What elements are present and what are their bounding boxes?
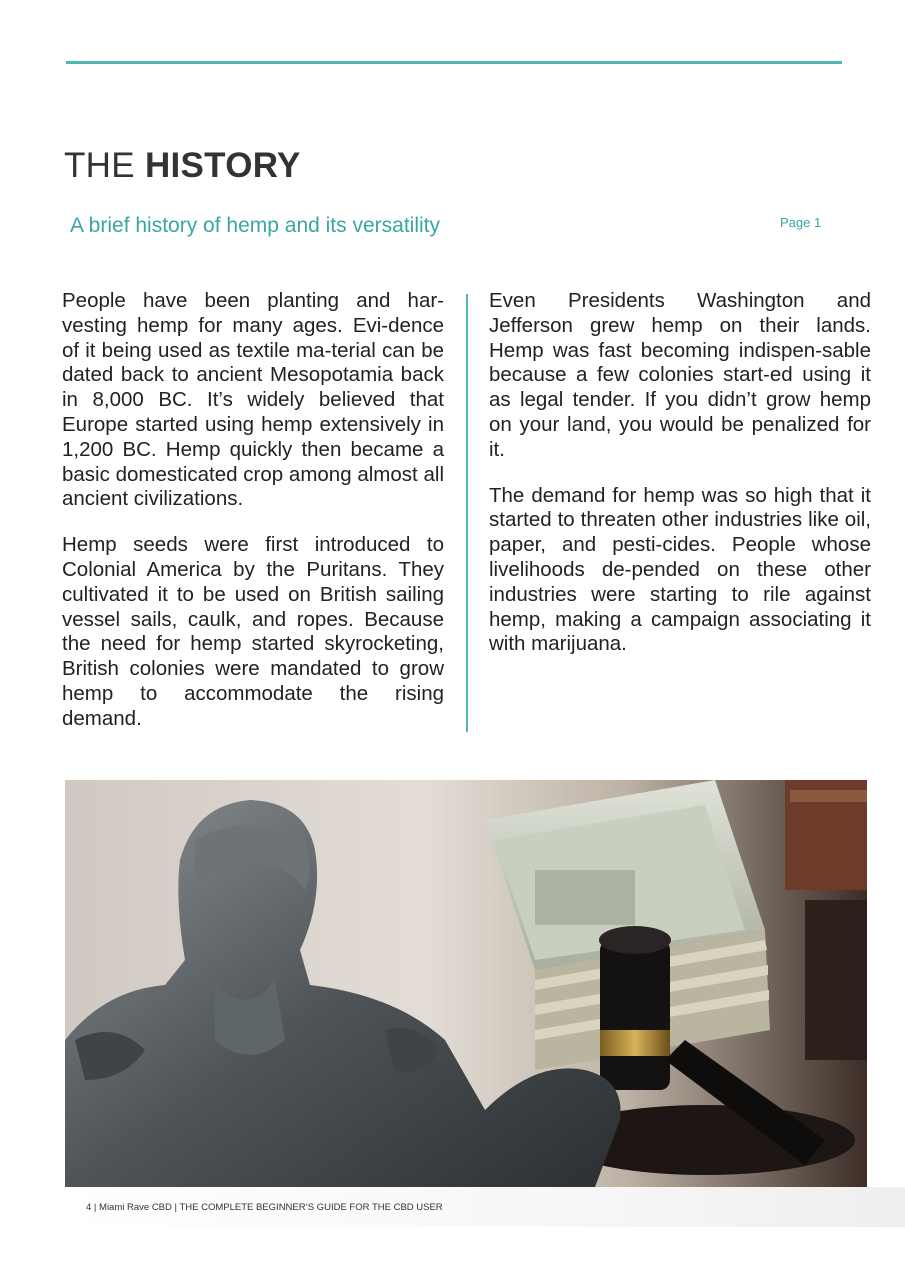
right-paragraph-2: The demand for hemp was so high that it started to threaten other industries like oil, paper, and pesti-cides. People whose livelihoods de-pended on these other industries were starting to rile against hemp, making a campaign associating it with marijuana. <box>489 483 871 656</box>
top-rule <box>66 61 842 64</box>
page-title <box>64 146 301 186</box>
column-divider <box>466 294 468 732</box>
right-column <box>489 289 871 678</box>
right-paragraph-1: Even Presidents Washington and Jefferson grew hemp on their lands. Hemp was fast becoming indispen-sable because a few colonies start-ed using it as legal tender. If you didn’t grow hemp on your land, you would be penalized for it. <box>489 289 871 461</box>
page-subtitle: A brief history of hemp and its versatility <box>70 214 440 237</box>
title-bold: HISTORY <box>144 146 301 185</box>
page-label: Page 1 <box>780 215 822 230</box>
title-prefix: THE <box>64 146 135 185</box>
photo-illustration <box>65 780 867 1187</box>
page-footer: 4 | Miami Rave CBD | THE COMPLETE BEGINNER’S GUIDE FOR THE CBD USER <box>86 1202 443 1213</box>
left-paragraph-2: Hemp seeds were first introduced to Colonial America by the Puritans. They cultivated it to be used on British sailing vessel sails, caulk, and ropes. Because the need for hemp started skyrocketing, British colonies were mandated to grow hemp to accommodate the rising demand. <box>62 533 444 730</box>
left-paragraph-1: People have been planting and har-vesting hemp for many ages. Evi-dence of it being used as textile ma-terial can be dated back to ancient Mesopotamia back in 8,000 BC. It’s widely believed that Europe started using hemp extensively in 1,200 BC. Hemp quickly then became a basic domesticated crop among almost all ancient civilizations. <box>62 289 444 511</box>
left-column <box>62 289 444 753</box>
statue-gavel-money-photo <box>65 780 867 1187</box>
